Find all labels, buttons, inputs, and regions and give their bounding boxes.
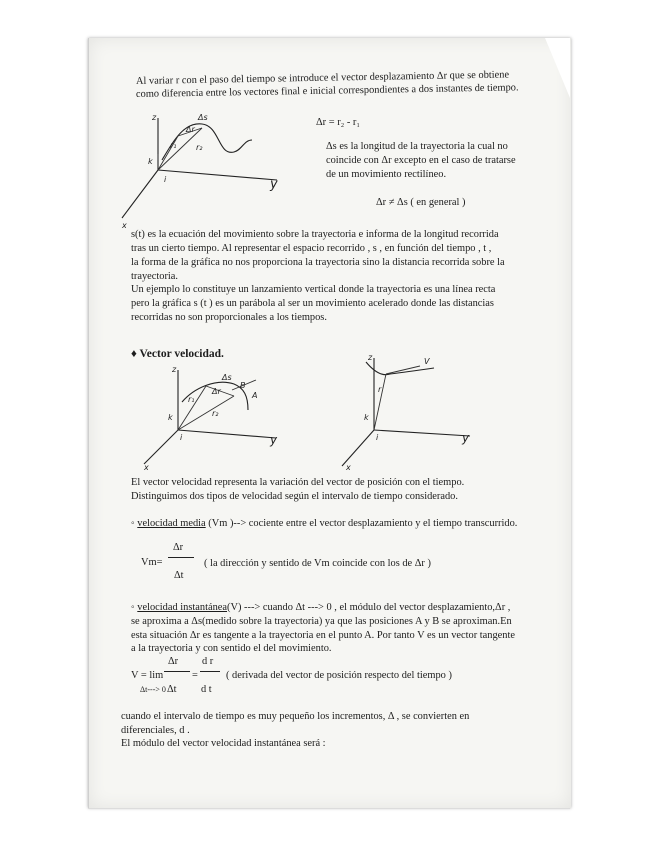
vm-eq-den: Δt <box>174 570 184 581</box>
para-s-line-1: s(t) es la ecuación del movimiento sobre la trayectoria e informa de la longitud recorrida <box>131 229 499 240</box>
fig2-label-r2: r₂ <box>212 409 219 418</box>
fig3-label-z: z <box>368 353 373 362</box>
fig2-label-y: y <box>270 433 278 447</box>
fig2-label-r1: r₁ <box>188 395 195 404</box>
intro-line-1: Al variar r con el paso del tiempo se introduce el vector desplazamiento Δr que se obtiene <box>135 69 510 87</box>
vi-eq-den2: d t <box>201 684 212 695</box>
vm-term: velocidad media <box>137 518 206 529</box>
vel-intro-line-2: Distinguimos dos tipos de velocidad según el intervalo de tiempo considerado. <box>131 491 458 502</box>
vm-desc: --> cociente entre el vector desplazamiento y el tiempo transcurrido. <box>233 518 518 529</box>
vi-term: velocidad instantánea <box>137 602 228 613</box>
fig2-label-i: i <box>180 433 183 442</box>
vm-definition <box>131 518 517 530</box>
x-axis <box>122 170 158 218</box>
fig1-label-dr: Δr <box>186 125 195 134</box>
vi-eq-lhs: V = lim <box>131 670 164 681</box>
fig2-label-k: k <box>168 413 173 422</box>
para-s-line-7: recorridas no son proporcionales a los tiempos. <box>131 312 327 323</box>
para-s-line-5: Un ejemplo lo constituye un lanzamiento vertical donde la trayectoria es una línea recta <box>131 284 496 295</box>
closing-line-3: El módulo del vector velocidad instantánea será : <box>121 738 326 749</box>
delta-r-formula: Δr = r₂ - r₁ <box>316 117 361 128</box>
intro-line-2: como diferencia entre los vectores final e inicial correspondientes a dos instantes de tiempo. <box>135 82 519 100</box>
fig3-label-r: r <box>378 385 382 394</box>
para-s-line-3: la forma de la gráfica no nos proporciona la trayectoria sino la distancia recorrida sobre la <box>131 257 505 268</box>
vi-eq-num2: d r <box>202 656 214 667</box>
vi-line-1-rest: (V) ---> cuando Δt ---> 0 , el módulo del vector desplazamiento,Δr , <box>227 602 511 613</box>
x-axis <box>342 430 374 466</box>
page-bottom-edge <box>88 808 570 809</box>
para-s-line-6: pero la gráfica s (t ) es un parábola al ser un movimiento acelerado donde las distancias <box>131 298 494 309</box>
vi-eq-eq: = <box>192 670 198 681</box>
fig1-label-i: i <box>164 175 167 184</box>
section-title: Vector velocidad. <box>139 348 224 360</box>
vi-eq-den1: Δt <box>167 684 177 695</box>
fig3-label-i: i <box>376 433 379 442</box>
y-axis <box>158 170 277 180</box>
velocity-diagram-1 <box>136 360 286 472</box>
vm-symbol: (Vm ) <box>208 518 234 529</box>
vi-line-4: a la trayectoria y con sentido el del movimiento. <box>131 643 332 654</box>
vi-bullet: ◦ <box>131 602 135 613</box>
delta-s-line-2: coincide con Δr excepto en el caso de tratarse <box>326 155 516 166</box>
fig1-label-x: x <box>122 221 127 230</box>
para-s-line-2: tras un cierto tiempo. Al representar el espacio recorrido , s , en función del tiempo , t , <box>131 243 492 254</box>
vm-eq-lhs: Vm= <box>141 557 163 568</box>
vm-eq-num: Δr <box>173 542 184 553</box>
vi-line-2: se aproxima a Δs(medido sobre la trayectoria) ya que las posiciones A y B se aproximan.En <box>131 616 512 627</box>
trajectory-diagram-1 <box>112 110 292 230</box>
fig2-label-dr: Δr <box>212 387 221 396</box>
vi-line-1 <box>131 602 510 614</box>
fig1-label-k: k <box>148 157 153 166</box>
vi-fraction-bar-2 <box>200 671 220 672</box>
fig2-label-b: B <box>240 381 246 390</box>
vi-line-3: esta situación Δr es tangente a la trayectoria en el punto A. Por tanto V es un vector tangente <box>131 630 515 641</box>
closing-line-1: cuando el intervalo de tiempo es muy pequeño los incrementos, Δ , se convierten en <box>121 711 470 722</box>
vm-bullet: ◦ <box>131 518 135 529</box>
para-s-line-4: trayectoria. <box>131 271 179 282</box>
fig1-label-y: y <box>270 177 278 192</box>
fig3-label-k: k <box>364 413 369 422</box>
velocity-diagram-2 <box>336 350 476 472</box>
closing-line-2: diferenciales, d . <box>121 725 190 736</box>
delta-s-line-3: de un movimiento rectilíneo. <box>326 169 447 180</box>
vector-r2 <box>178 396 234 430</box>
fig3-label-y: y <box>462 431 470 445</box>
inequality: Δr ≠ Δs ( en general ) <box>376 197 466 208</box>
vector-r <box>374 374 386 430</box>
section-bullet: ♦ <box>131 348 137 360</box>
y-axis <box>374 430 470 436</box>
fig2-label-ds: Δs <box>222 373 232 382</box>
fig1-label-r2: r₂ <box>196 143 203 152</box>
section-heading <box>131 348 224 360</box>
vi-eq-num1: Δr <box>168 656 179 667</box>
y-axis <box>178 430 276 438</box>
fig2-label-a: A <box>252 391 258 400</box>
fig1-label-ds: Δs <box>198 113 208 122</box>
fig1-label-z: z <box>152 113 157 122</box>
fig3-label-x: x <box>346 463 351 472</box>
fig2-label-z: z <box>172 365 177 374</box>
vi-eq-note: ( derivada del vector de posición respecto del tiempo ) <box>226 670 452 681</box>
fig1-label-r1: r₁ <box>170 141 177 150</box>
fig3-label-v: V <box>424 357 430 366</box>
vm-note: ( la dirección y sentido de Vm coincide con los de Δr ) <box>204 558 431 569</box>
vel-intro-line-1: El vector velocidad representa la variación del vector de posición con el tiempo. <box>131 477 465 488</box>
x-axis <box>144 430 178 464</box>
vi-fraction-bar-1 <box>164 671 190 672</box>
vm-fraction-bar <box>168 557 194 558</box>
folded-corner <box>545 38 570 98</box>
vi-eq-lim: Δt---> 0 <box>140 685 166 694</box>
delta-s-line-1: Δs es la longitud de la trayectoria la cual no <box>326 141 508 152</box>
fig2-label-x: x <box>144 463 149 472</box>
